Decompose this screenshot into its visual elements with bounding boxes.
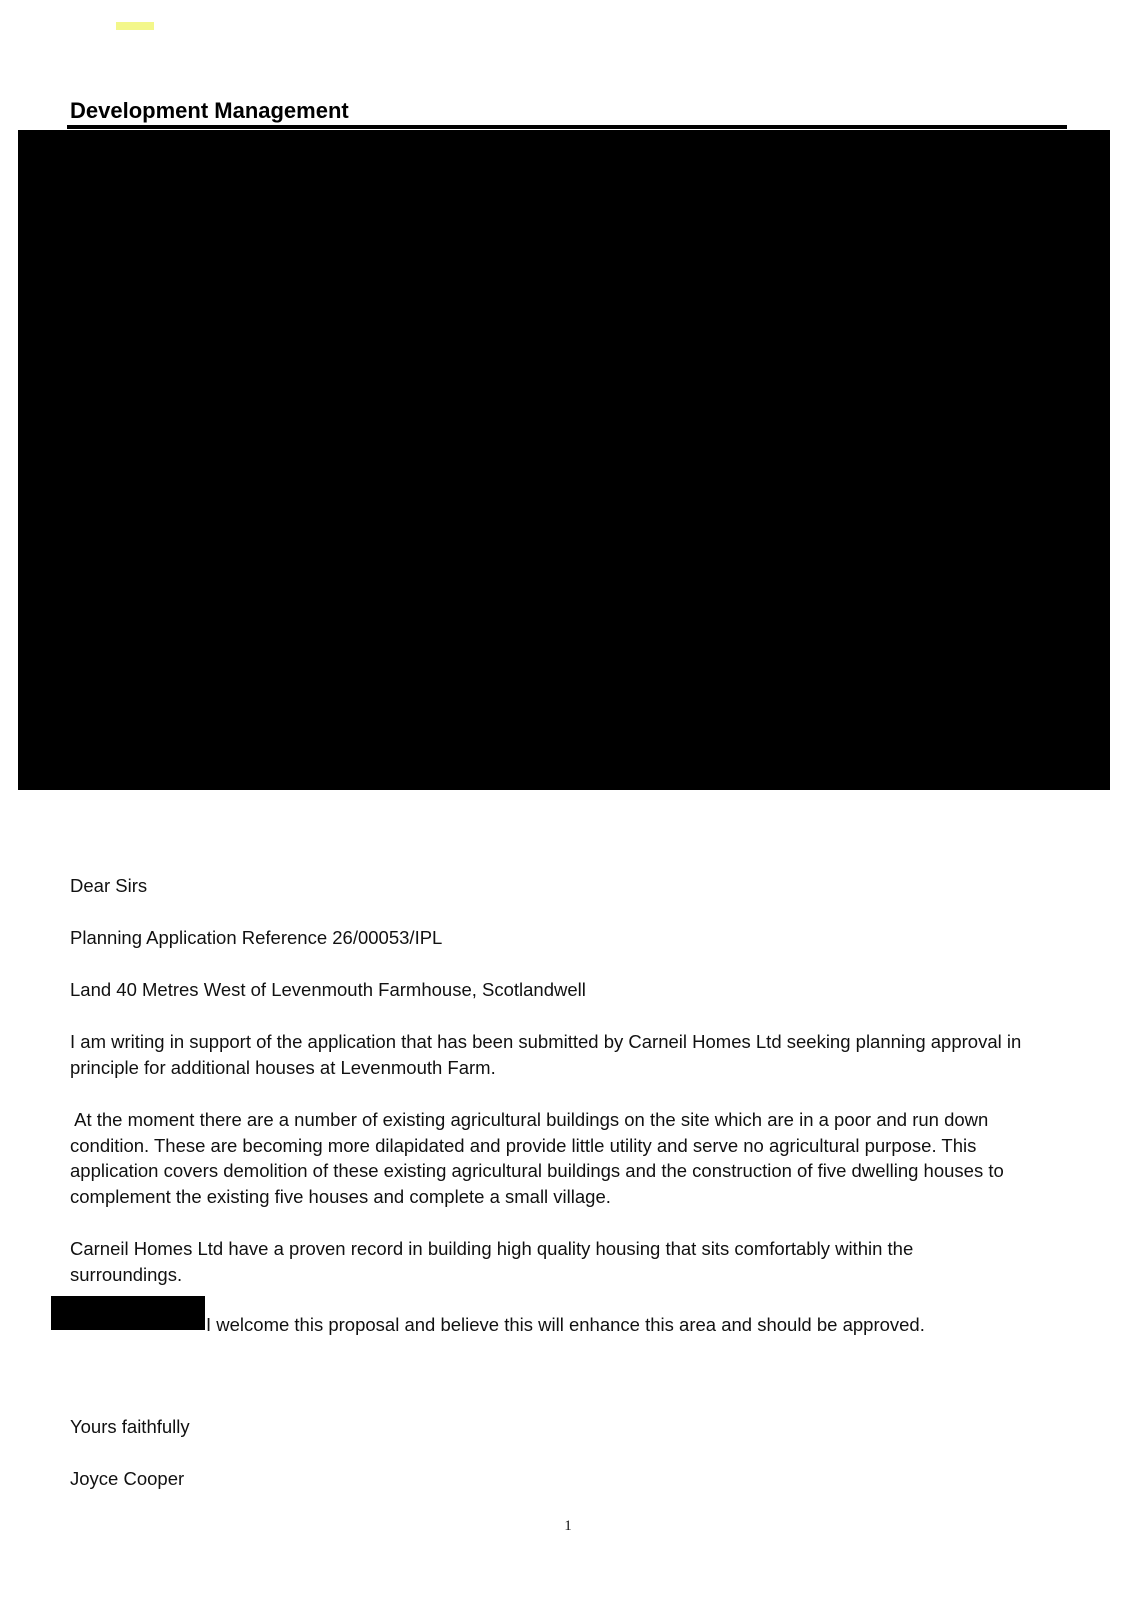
paragraph-line: principle for additional houses at Levenmouth Farm. [70, 1056, 496, 1078]
redacted-address-block [18, 130, 1110, 790]
paragraph-line: condition. These are becoming more dilapidated and provide little utility and serve no agricultural purpose. This [70, 1134, 977, 1156]
paragraph-support [70, 1029, 1070, 1080]
highlight-mark [116, 22, 154, 30]
reference-line: Planning Application Reference 26/00053/IPL [70, 927, 443, 948]
paragraph-line: surroundings. [70, 1263, 183, 1285]
paragraph-line: At the moment there are a number of existing agricultural buildings on the site which are in a poor and run down [70, 1109, 989, 1130]
paragraph-line: I am writing in support of the application that has been submitted by Carneil Homes Ltd seeking planning approval in [70, 1031, 1022, 1052]
paragraph-existing-buildings [70, 1107, 1070, 1209]
closing: Yours faithfully [70, 1416, 190, 1437]
signatory-name: Joyce Cooper [70, 1468, 185, 1489]
redacted-text [51, 1296, 205, 1330]
paragraph-line: complement the existing five houses and complete a small village. [70, 1185, 611, 1207]
site-line: Land 40 Metres West of Levenmouth Farmhouse, Scotlandwell [70, 979, 586, 1000]
paragraph-line: Carneil Homes Ltd have a proven record in building high quality housing that sits comfortably within the [70, 1238, 914, 1259]
page-title: Development Management [70, 98, 349, 123]
title-underline [67, 125, 1067, 129]
paragraph-developer-record [70, 1236, 1070, 1287]
paragraph-line: application covers demolition of these existing agricultural buildings and the construction of five dwelling houses to [70, 1160, 1004, 1182]
page-number: 1 [564, 1518, 572, 1534]
salutation: Dear Sirs [70, 875, 148, 896]
paragraph-welcome: I welcome this proposal and believe this will enhance this area and should be approved. [206, 1314, 925, 1335]
